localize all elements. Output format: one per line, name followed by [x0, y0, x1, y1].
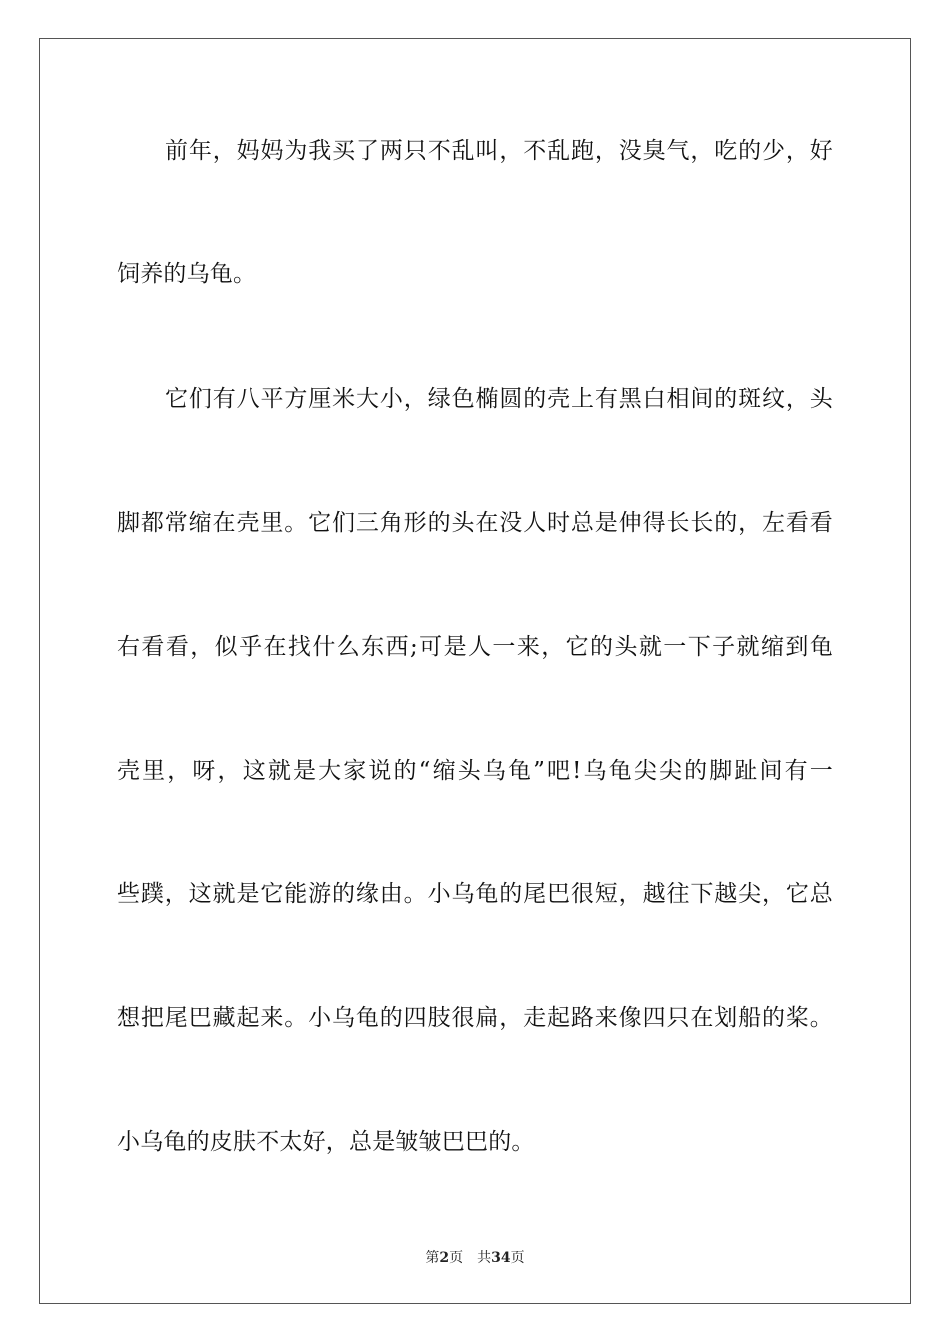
total-prefix: 共: [477, 1250, 492, 1266]
page-prefix: 第: [425, 1250, 440, 1266]
page-border: [39, 38, 911, 1304]
total-pages: 34: [491, 1250, 511, 1266]
paragraph-line: 想把尾巴藏起来。小乌龟的四肢很扁，走起路来像四只在划船的桨。: [117, 1005, 833, 1031]
paragraph-line: 脚都常缩在壳里。它们三角形的头在没人时总是伸得长长的，左看看: [117, 510, 833, 536]
paragraph-line: 些蹼，这就是它能游的缘由。小乌龟的尾巴很短，越往下越尖，它总: [117, 881, 833, 907]
paragraph-line: 前年，妈妈为我买了两只不乱叫，不乱跑，没臭气，吃的少，好: [165, 138, 833, 164]
paragraph-line: 它们有八平方厘米大小，绿色椭圆的壳上有黑白相间的斑纹，头: [165, 386, 833, 412]
total-suffix: 页: [510, 1250, 525, 1266]
paragraph-line: 饲养的乌龟。: [117, 261, 257, 287]
paragraph-line: 壳里，呀，这就是大家说的“缩头乌龟”吧!乌龟尖尖的脚趾间有一: [117, 758, 833, 784]
page-footer: [0, 1247, 950, 1267]
page-suffix: 页: [449, 1250, 464, 1266]
paragraph-line: 右看看，似乎在找什么东西;可是人一来，它的头就一下子就缩到龟: [117, 634, 833, 660]
page-number: 2: [439, 1250, 450, 1266]
paragraph-line: 小乌龟的皮肤不太好，总是皱皱巴巴的。: [117, 1129, 535, 1155]
